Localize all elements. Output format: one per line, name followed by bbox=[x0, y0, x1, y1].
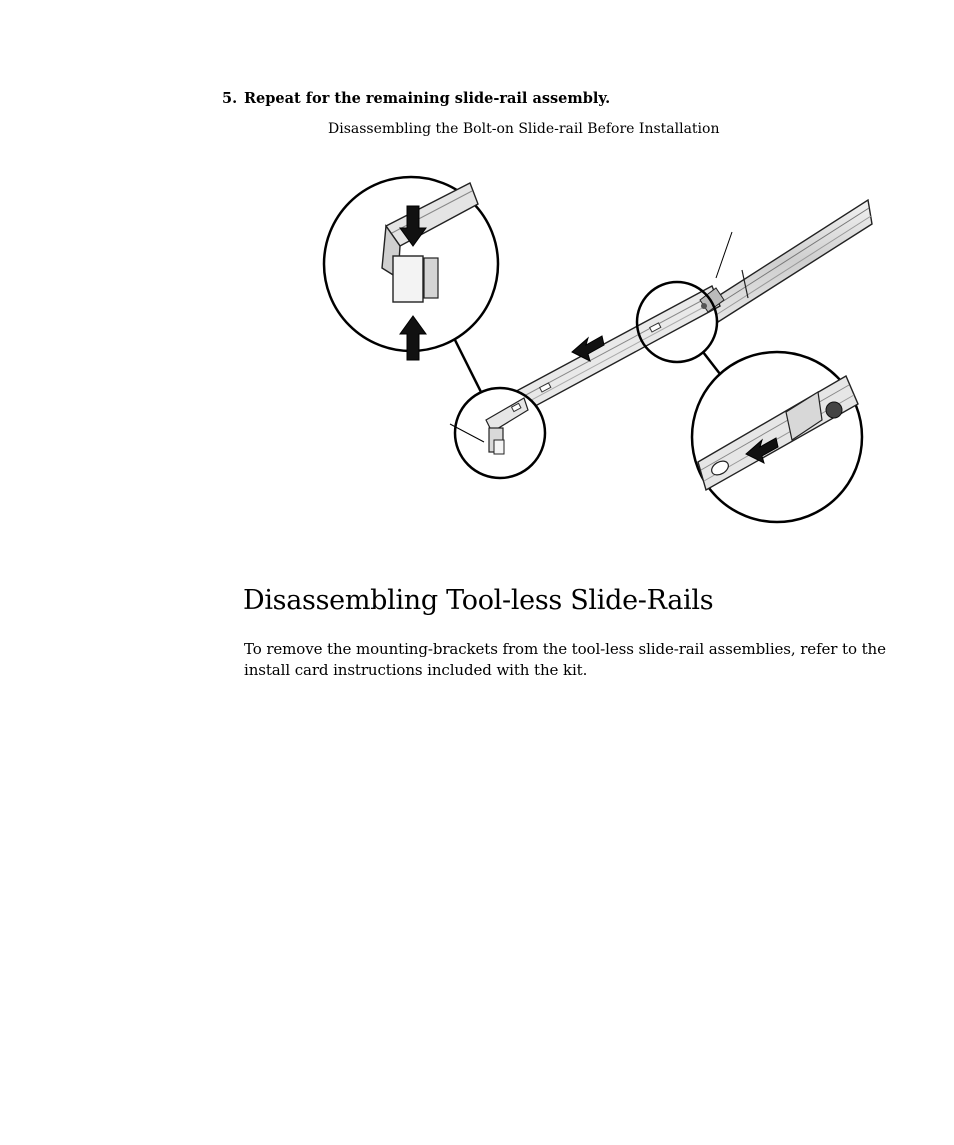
detail-circle-bracket-large bbox=[324, 177, 498, 360]
slide-rail-illustration bbox=[300, 160, 900, 540]
step-5 bbox=[222, 90, 610, 107]
section-heading: Disassembling Tool-less Slide-Rails bbox=[243, 585, 714, 616]
outer-rail bbox=[712, 200, 872, 322]
detail-circle-latch-large bbox=[692, 352, 862, 522]
step-text: Repeat for the remaining slide-rail assembly. bbox=[244, 90, 611, 107]
section-paragraph: To remove the mounting-brackets from the tool-less slide-rail assemblies, refer to the install card instructions included with the kit. bbox=[244, 640, 886, 679]
figure-caption: Disassembling the Bolt-on Slide-rail Before Installation bbox=[328, 121, 720, 137]
leader-line-rail bbox=[716, 232, 732, 278]
step-number: 5. bbox=[222, 90, 238, 107]
detail-circle-bracket bbox=[455, 388, 545, 478]
